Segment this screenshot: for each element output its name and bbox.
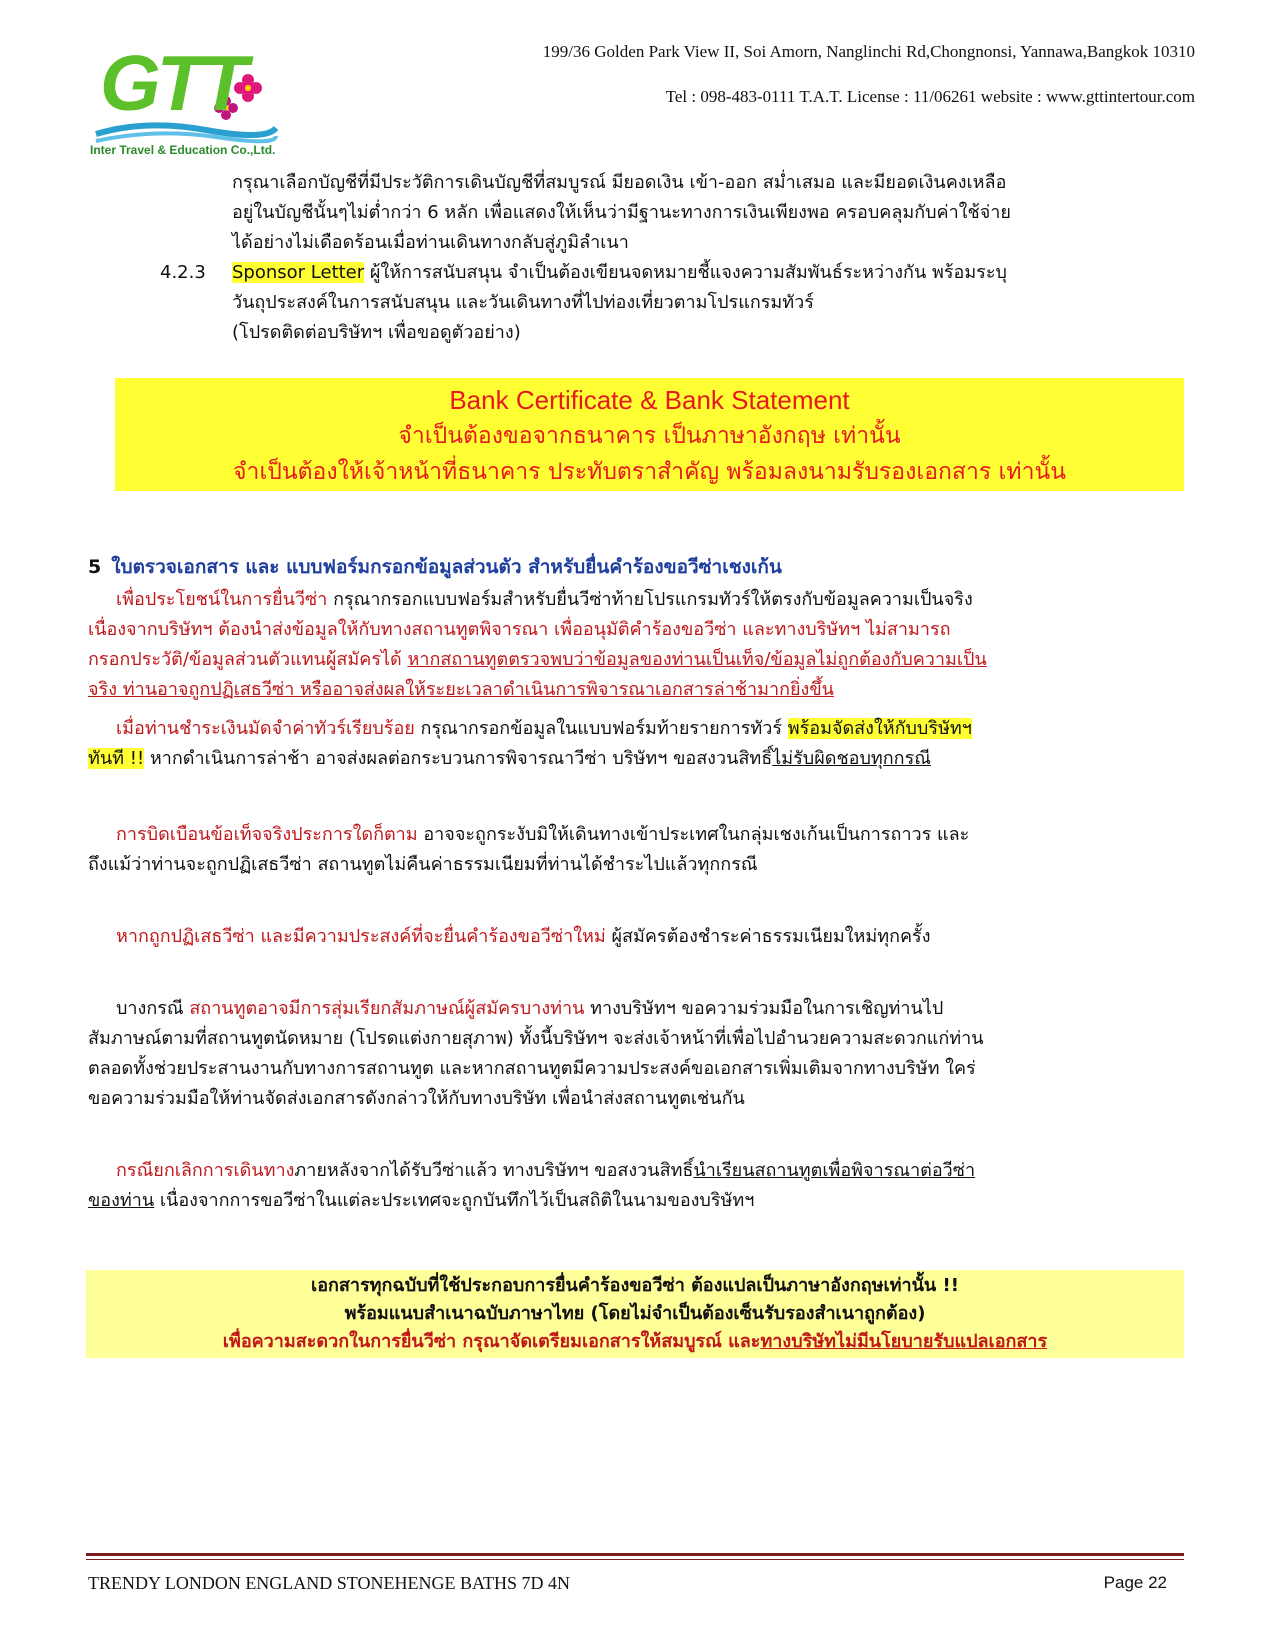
intro-paragraph — [232, 168, 1011, 258]
translation-notice-line-3: เพื่อความสะดวกในการยื่นวีซ่า กรุณาจัดเตรียมเอกสารให้สมบูรณ์ และทางบริษัทไม่มีนโยบายรับแปลเอกสาร — [222, 1331, 1048, 1352]
section-heading — [88, 552, 782, 582]
paragraph-cancellation: กรณียกเลิกการเดินทางภายหลังจากได้รับวีซ่าแล้ว ทางบริษัทฯ ขอสงวนสิทธิ์นำเรียนสถานทูตเพื่อพิจารณาต่อวีซ่า ของท่าน เนื่องจากการขอวีซ่าในแต่ละประเทศจะถูกบันทึกไว้เป็นสถิติในนามของบริษัทฯ — [88, 1160, 976, 1211]
footer-divider — [86, 1553, 1184, 1556]
translation-notice-line-2: พร้อมแนบสำเนาฉบับภาษาไทย (โดยไม่จำเป็นต้องเซ็นรับรองสำเนาถูกต้อง) — [344, 1303, 926, 1324]
bank-notice-line-3: จำเป็นต้องให้เจ้าหน้าที่ธนาคาร ประทับตราสำคัญ พร้อมลงนามรับรองเอกสาร เท่านั้น — [233, 459, 1066, 485]
bank-notice-line-1: Bank Certificate & Bank Statement — [449, 385, 850, 415]
paragraph-reapply: หากถูกปฏิเสธวีซ่า และมีความประสงค์ที่จะยื่นคำร้องขอวีซ่าใหม่ ผู้สมัครต้องชำระค่าธรรมเนียมใหม่ทุกครั้ง — [116, 926, 931, 947]
section-number: 5 — [88, 556, 102, 578]
page-number: Page 22 — [1103, 1573, 1167, 1592]
footer-title: TRENDY LONDON ENGLAND STONEHENGE BATHS 7D 4N — [88, 1573, 570, 1593]
intro-line-2: อยู่ในบัญชีนั้นๆไม่ต่ำกว่า 6 หลัก เพื่อแสดงให้เห็นว่ามีฐานะทางการเงินเพียงพอ ครอบคลุมกับค่าใช้จ่าย — [232, 202, 1011, 223]
item-423-line-1: ผู้ให้การสนับสนุน จำเป็นต้องเขียนจดหมายชี้แจงความสัมพันธ์ระหว่างกัน พร้อมระบุ — [364, 262, 1007, 283]
paragraph-falsification: การบิดเบือนข้อเท็จจริงประการใดก็ตาม อาจจะถูกระงับมิให้เดินทางเข้าประเทศในกลุ่มเชงเก้นเป็นการถาวร และ ถึงแม้ว่าท่านจะถูกปฏิเสธวีซ่า สถานทูตไม่คืนค่าธรรมเนียมที่ท่านได้ชำระไปแล้วทุกกรณี — [88, 824, 970, 875]
item-423 — [232, 258, 1007, 348]
footer-divider-thin — [86, 1559, 1184, 1560]
translation-notice-line-1: เอกสารทุกฉบับที่ใช้ประกอบการยื่นคำร้องขอวีซ่า ต้องแปลเป็นภาษาอังกฤษเท่านั้น !! — [311, 1275, 959, 1296]
intro-line-3: ได้อย่างไม่เดือดร้อนเมื่อท่านเดินทางกลับสู่ภูมิลำเนา — [232, 232, 629, 253]
company-address: 199/36 Golden Park View II, Soi Amorn, Nanglinchi Rd,Chongnonsi, Yannawa,Bangkok 10310 — [542, 42, 1195, 61]
paragraph-accuracy: เพื่อประโยชน์ในการยื่นวีซ่า กรุณากรอกแบบฟอร์มสำหรับยื่นวีซ่าท้ายโปรแกรมทัวร์ให้ตรงกับข้อมูลความเป็นจริง เนื่องจากบริษัทฯ ต้องนำส่งข้อมูลให้กับทางสถานทูตพิจารณา เพื่ออนุมัติคำร้องขอวีซ่า และทางบริษัทฯ ไม่สามารถ กรอกประวัติ/ข้อมูลส่วนตัวแทนผู้สมัครได้ หากสถานทูตตรวจพบว่าข้อมูลของท่านเป็นเท็จ/ข้อมูลไม่ถูกต้องกับความเป็น จริง ท่านอาจถูกปฏิเสธวีซ่า หรืออาจส่งผลให้ระยะเวลาดำเนินการพิจารณาเอกสารล่าช้ามากยิ่งขึ้น — [88, 589, 987, 700]
item-423-line-2: วันถุประสงค์ในการสนับสนุน และวันเดินทางที่ไปท่องเที่ยวตามโปรแกรมทัวร์ — [232, 292, 814, 313]
company-contact: Tel : 098-483-0111 T.A.T. License : 11/06261 website : www.gttintertour.com — [665, 87, 1195, 106]
item-423-line-3: (โปรดติดต่อบริษัทฯ เพื่อขอดูตัวอย่าง) — [232, 322, 521, 343]
company-logo — [86, 39, 286, 159]
paragraph-interview: บางกรณี สถานทูตอาจมีการสุ่มเรียกสัมภาษณ์ผู้สมัครบางท่าน ทางบริษัทฯ ขอความร่วมมือในการเชิญท่านไป สัมภาษณ์ตามที่สถานทูตนัดหมาย (โปรดแต่งกายสุภาพ) ทั้งนี้บริษัทฯ จะส่งเจ้าหน้าที่เพื่อไปอำนวยความสะดวกแก่ท่าน ตลอดทั้งช่วยประสานงานกับทางการสถานทูต และหากสถานทูตมีความประสงค์ขอเอกสารเพิ่มเติมจากทางบริษัท ใคร่ ขอความร่วมมือให้ท่านจัดส่งเอกสารดังกล่าวให้กับทางบริษัท เพื่อนำส่งสถานทูตเช่นกัน — [88, 998, 984, 1109]
paragraph-deposit: เมื่อท่านชำระเงินมัดจำค่าทัวร์เรียบร้อย กรุณากรอกข้อมูลในแบบฟอร์มท้ายรายการทัวร์ พร้อมจัดส่งให้กับบริษัทฯ ทันที !! หากดำเนินการล่าช้า อาจส่งผลต่อกระบวนการพิจารณาวีซ่า บริษัทฯ ขอสงวนสิทธิ์ไม่รับผิดชอบทุกกรณี — [88, 718, 972, 769]
intro-line-1: กรุณาเลือกบัญชีที่มีประวัติการเดินบัญชีที่สมบูรณ์ มียอดเงิน เข้า-ออก สม่ำเสมอ และมียอดเงินคงเหลือ — [232, 172, 1007, 193]
bank-notice-box — [115, 378, 1184, 491]
item-number: 4.2.3 — [160, 262, 206, 283]
sponsor-letter-title: Sponsor Letter — [232, 262, 365, 283]
logo-tagline: Inter Travel & Education Co.,Ltd. — [90, 143, 276, 157]
logo-letters: GTT — [100, 39, 244, 127]
translation-notice-box — [86, 1270, 1184, 1358]
section-title: ใบตรวจเอกสาร และ แบบฟอร์มกรอกข้อมูลส่วนตัว สำหรับยื่นคำร้องขอวีซ่าเชงเก้น — [111, 556, 782, 578]
bank-notice-line-2: จำเป็นต้องขอจากธนาคาร เป็นภาษาอังกฤษ เท่านั้น — [398, 423, 901, 449]
